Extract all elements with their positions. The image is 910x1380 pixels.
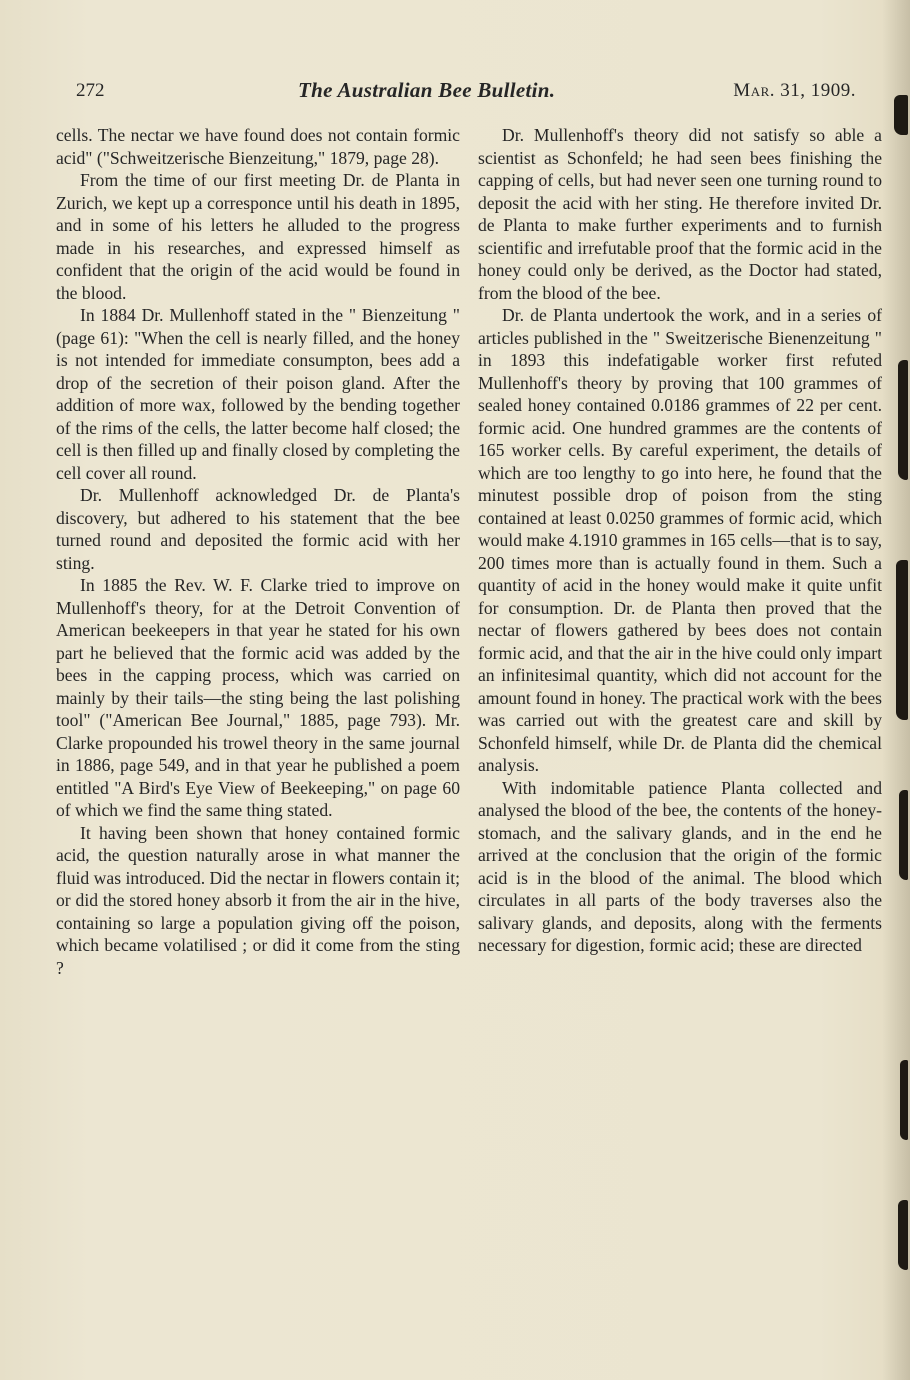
page-damage: [898, 360, 908, 480]
paragraph: Dr. de Planta undertook the work, and in a series of articles published in the " Sweitzerische Bienenzeitung " in 1893 this indefatigable worker first refuted Mullenhoff's theory by proving that 100 grammes of sealed honey contained 0.0186 grammes of 22 per cent. formic acid. One hundred grammes are the contents of 165 worker cells. By careful experiment, the details of which are too lengthy to go into here, he found that the minutest possible drop of poison from the sting contained at least 0.0250 grammes of formic acid, which would make 4.1910 grammes in 165 cells—that is to say, 200 times more than is actually found in them. Such a quantity of acid in the honey would make it quite unfit for consumption. Dr. de Planta then proved that the nectar of flowers gathered by bees does not contain formic acid, and that the air in the hive could only impart an infinitesimal quantity, which did not account for the amount found in honey. The practical work with the bees was carried out with the greatest care and skill by Schonfeld himself, while Dr. de Planta did the chemical analysis.: [478, 305, 882, 775]
left-column: [56, 124, 460, 979]
issue-date: Mar. 31, 1909.: [733, 80, 856, 101]
page-damage: [900, 1060, 908, 1140]
paragraph: cells. The nectar we have found does not contain formic acid" ("Schweitzerische Bienzeitung," 1879, page 28).: [56, 125, 460, 168]
paragraph: In 1884 Dr. Mullenhoff stated in the " Bienzeitung " (page 61): "When the cell is nearly filled, and the honey is not intended for immediate consumpton, bees add a drop of the secretion of their poison gland. After the addition of more wax, followed by the bending together of the rims of the cells, the latter become half closed; the cell is then filled up and finally closed by completing the cell cover all round.: [56, 305, 460, 483]
page-damage: [899, 790, 908, 880]
page-damage: [898, 1200, 908, 1270]
paragraph: With indomitable patience Planta collected and analysed the blood of the bee, the contents of the honey-stomach, and the salivary glands, and in the end he arrived at the conclusion that the origin of the formic acid is in the blood of the animal. The blood which circulates in all parts of the body traverses also the salivary glands, and deposits, along with the ferments necessary for digestion, formic acid; these are directed: [478, 777, 882, 955]
paragraph: It having been shown that honey contained formic acid, the question naturally arose in what manner the fluid was introduced. Did the nectar in flowers contain it; or did the stored honey absorb it from the air in the hive, containing so large a population giving off the poison, which became volatilised ; or did it come from the sting ?: [56, 822, 460, 978]
paragraph: From the time of our first meeting Dr. de Planta in Zurich, we kept up a corresponce until his death in 1895, and in some of his letters he alluded to the progress made in his researches, and expressed himself as confident that the origin of the acid would be found in the blood.: [56, 170, 460, 303]
page-damage: [896, 560, 908, 720]
right-column: [478, 124, 882, 957]
paragraph: In 1885 the Rev. W. F. Clarke tried to improve on Mullenhoff's theory, for at the Detroit Convention of American beekeepers in that year he stated for his own part he believed that the formic acid was added by the bees in the capping process, which was carried on mainly by their tails—the sting being the last polishing tool" ("American Bee Journal," 1885, page 793). Mr. Clarke propounded his trowel theory in the same journal in 1886, page 549, and in that year he published a poem entitled "A Bird's Eye View of Beekeeping," on page 60 of which we find the same thing stated.: [56, 575, 460, 820]
paragraph: Dr. Mullenhoff acknowledged Dr. de Planta's discovery, but adhered to his statement that the bee turned round and deposited the formic acid with her sting.: [56, 485, 460, 573]
publication-title: The Australian Bee Bulletin.: [298, 78, 556, 102]
running-header: [76, 78, 866, 108]
page-number: 272: [76, 80, 105, 101]
paragraph: Dr. Mullenhoff's theory did not satisfy so able a scientist as Schonfeld; he had seen bees finishing the capping of cells, but had never seen one turning round to deposit the acid with her sting. He therefore invited Dr. de Planta to make further experiments and to furnish scientific and irrefutable proof that the formic acid in the honey could only be derived, as the Doctor had stated, from the blood of the bee.: [478, 125, 882, 303]
page-damage: [894, 95, 908, 135]
